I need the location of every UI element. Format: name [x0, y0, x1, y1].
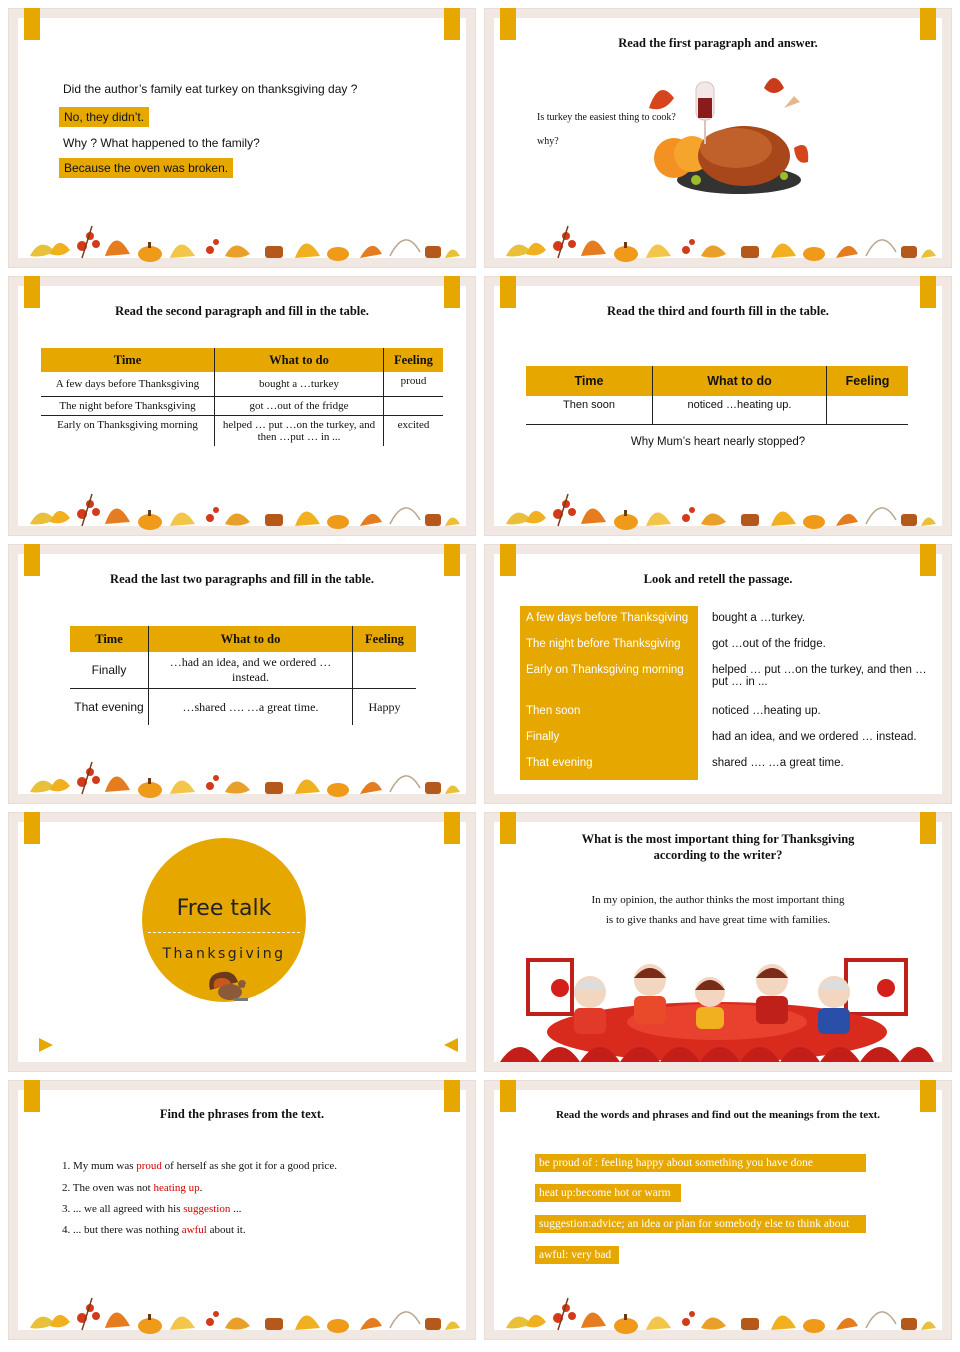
slide-title: Find the phrases from the text. — [159, 1107, 325, 1121]
free-talk-title: Free talk — [176, 896, 272, 921]
header-feeling: Feeling — [384, 348, 444, 372]
retell-text: helped … put …on the turkey, and then …put … in ... — [712, 664, 927, 688]
retell-text: shared …. …a great time. — [712, 757, 844, 769]
phrase-key: proud — [136, 1160, 162, 1172]
vocab-item: heat up:become hot or warm — [535, 1184, 681, 1202]
header-what: What to do — [149, 626, 353, 652]
question-2: Why ? What happened to the family? — [63, 136, 260, 150]
body-line-2: is to give thanks and have great time with families. — [605, 914, 831, 926]
tape-right — [920, 1080, 936, 1112]
slide-title-line-2: according to the writer? — [653, 848, 783, 862]
retell-text: noticed …heating up. — [712, 705, 821, 717]
phrase-key: awful — [181, 1224, 207, 1236]
phrase-item — [62, 1224, 246, 1236]
slide-title-line-1: What is the most important thing for Thanksgiving — [581, 832, 855, 846]
cell-time: The night before Thanksgiving — [41, 397, 215, 416]
slide-title: Read the third and fourth fill in the table. — [607, 304, 829, 318]
autumn-decoration — [20, 742, 464, 798]
retell-text: had an idea, and we ordered … instead. — [712, 731, 917, 743]
slide-3 — [8, 276, 476, 536]
autumn-decoration — [496, 206, 940, 262]
family-dinner-image — [500, 952, 934, 1062]
cell-feeling — [384, 397, 444, 416]
table-row — [41, 416, 443, 447]
question-1: Is turkey the easiest thing to cook? — [537, 112, 676, 123]
phrase-pre: 3. ... we all agreed with his — [62, 1203, 184, 1215]
cell-feeling — [827, 396, 909, 425]
header-feeling: Feeling — [827, 366, 909, 396]
question-1: Did the author’s family eat turkey on thanksgiving day ? — [63, 82, 358, 96]
retell-time-column — [520, 606, 698, 780]
cell-time: A few days before Thanksgiving — [41, 372, 215, 397]
cell-what: …shared …. …a great time. — [149, 689, 353, 726]
vocab-item: suggestion:advice; an idea or plan for somebody else to think about — [535, 1215, 866, 1233]
header-time: Time — [526, 366, 653, 396]
paragraph-table — [526, 366, 908, 425]
slide-7 — [8, 812, 476, 1072]
question-2: why? — [537, 136, 559, 147]
arrow-left-icon — [39, 1038, 53, 1052]
autumn-decoration — [20, 474, 464, 530]
retell-time: Then soon — [526, 705, 581, 717]
autumn-decoration — [496, 1278, 940, 1334]
cell-what: helped … put …on the turkey, and then …put … in ... — [215, 416, 384, 447]
phrase-item — [62, 1160, 337, 1172]
retell-text: bought a …turkey. — [712, 612, 806, 624]
slide-title: Read the first paragraph and answer. — [618, 36, 818, 50]
phrase-post: . — [199, 1182, 203, 1194]
phrase-pre: 2. The oven was not — [62, 1182, 154, 1194]
table-row — [41, 397, 443, 416]
table-row — [70, 652, 416, 689]
phrase-key: suggestion — [183, 1203, 231, 1215]
phrase-post: of herself as she got it for a good price. — [161, 1160, 337, 1172]
retell-time: The night before Thanksgiving — [526, 638, 681, 650]
slide-title: Read the second paragraph and fill in the table. — [115, 304, 369, 318]
header-time: Time — [70, 626, 149, 652]
cell-what: bought a …turkey — [215, 372, 384, 397]
retell-time: Early on Thanksgiving morning — [526, 664, 684, 676]
table-row — [526, 396, 908, 425]
cell-what: got …out of the fridge — [215, 397, 384, 416]
tape-left — [24, 8, 40, 40]
cell-time: Early on Thanksgiving morning — [41, 416, 215, 447]
cell-feeling: excited — [397, 419, 430, 431]
slide-2 — [484, 8, 952, 268]
slide-title: Read the words and phrases and find out the meanings from the text. — [555, 1109, 880, 1121]
cell-feeling: proud — [384, 372, 444, 397]
phrase-item — [62, 1182, 202, 1194]
cell-feeling: Happy — [368, 699, 401, 714]
cell-what: noticed …heating up. — [653, 396, 827, 425]
slide-5 — [8, 544, 476, 804]
table-row — [41, 372, 443, 397]
cell-time: That evening — [70, 689, 149, 726]
slide-1 — [8, 8, 476, 268]
answer-1: No, they didn’t. — [59, 107, 149, 127]
turkey-icon — [204, 968, 254, 1004]
phrase-item — [62, 1203, 241, 1215]
header-time: Time — [41, 348, 215, 372]
tape-left — [500, 1080, 516, 1112]
arrow-right-icon — [444, 1038, 458, 1052]
tape-right — [444, 8, 460, 40]
cell-time: Finally — [70, 652, 149, 689]
slide-10 — [484, 1080, 952, 1340]
circle-divider — [148, 932, 300, 933]
retell-time: That evening — [526, 757, 593, 769]
autumn-decoration — [20, 1278, 464, 1334]
cell-time: Then soon — [526, 396, 653, 425]
retell-text: got …out of the fridge. — [712, 638, 826, 650]
phrase-pre: 4. ... but there was nothing — [62, 1224, 182, 1236]
phrase-pre: 1. My mum was — [62, 1160, 137, 1172]
slide-title: Read the last two paragraphs and fill in the table. — [110, 572, 374, 586]
tape-left — [24, 812, 40, 844]
cell-feeling — [353, 652, 417, 689]
roast-turkey-image — [634, 68, 814, 198]
slide-6 — [484, 544, 952, 804]
paragraph-table — [41, 348, 443, 446]
header-feeling: Feeling — [353, 626, 417, 652]
phrase-key: heating up — [153, 1182, 200, 1194]
header-what: What to do — [215, 348, 384, 372]
answer-2: Because the oven was broken. — [59, 158, 233, 178]
slide-9 — [8, 1080, 476, 1340]
phrase-post: ... — [230, 1203, 242, 1215]
vocab-item: be proud of : feeling happy about something you have done — [535, 1154, 866, 1172]
phrase-post: about it. — [206, 1224, 246, 1236]
slide-4 — [484, 276, 952, 536]
slide-title: Look and retell the passage. — [643, 572, 793, 586]
slide-8 — [484, 812, 952, 1072]
body-line-1: In my opinion, the author thinks the most important thing — [591, 894, 845, 906]
retell-time: A few days before Thanksgiving — [526, 612, 689, 624]
header-what: What to do — [653, 366, 827, 396]
tape-right — [444, 812, 460, 844]
retell-time: Finally — [526, 731, 560, 743]
autumn-decoration — [20, 206, 464, 262]
autumn-decoration — [496, 474, 940, 530]
table-row — [70, 689, 416, 726]
paragraph-table — [70, 626, 416, 725]
question: Why Mum’s heart nearly stopped? — [630, 436, 806, 448]
free-talk-subtitle: Thanksgiving — [162, 946, 286, 962]
cell-what: …had an idea, and we ordered … instead. — [149, 652, 353, 689]
vocab-item: awful: very bad — [535, 1246, 619, 1264]
